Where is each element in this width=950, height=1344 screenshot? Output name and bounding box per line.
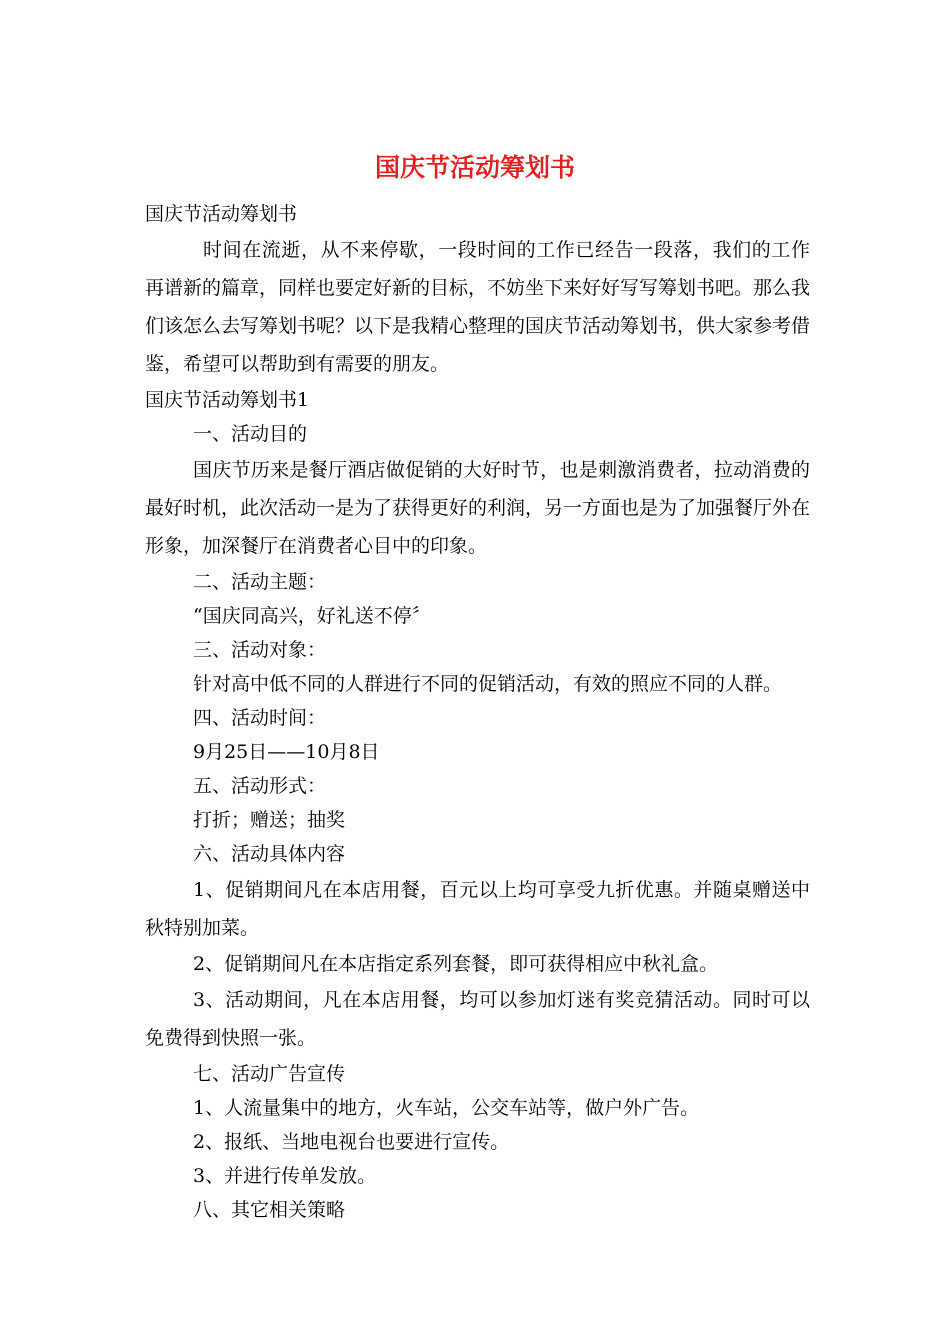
section-title: 国庆节活动筹划书1 <box>145 389 310 411</box>
other-heading: 八、其它相关策略 <box>193 1199 346 1221</box>
intro-paragraph: 时间在流逝，从不来停歇，一段时间的工作已经告一段落，我们的工作再谱新的篇章，同样也要定好新的目标，不妨坐下来好好写写筹划书吧。那么我们该怎么去写筹划书呢？以下是我精心整理的国庆节活动筹划书，供大家参考借鉴，希望可以帮助到有需要的朋友。 <box>145 239 811 375</box>
ad-item: 3、并进行传单发放。 <box>193 1165 377 1187</box>
subtitle: 国庆节活动筹划书 <box>145 203 298 225</box>
ad-heading: 七、活动广告宣传 <box>193 1063 346 1085</box>
ad-item: 1、人流量集中的地方，火车站，公交车站等，做户外广告。 <box>193 1097 700 1119</box>
time-heading: 四、活动时间： <box>193 707 327 729</box>
content-item: 3、活动期间，凡在本店用餐，均可以参加灯迷有奖竞猜活动。同时可以免费得到快照一张。 <box>145 989 810 1049</box>
document-body <box>145 197 810 1227</box>
theme-heading: 二、活动主题： <box>193 571 327 593</box>
ad-item: 2、报纸、当地电视台也要进行宣传。 <box>193 1131 510 1153</box>
content-item: 2、促销期间凡在本店指定系列套餐，即可获得相应中秋礼盒。 <box>193 953 719 975</box>
content-item: 1、促销期间凡在本店用餐，百元以上均可享受九折优惠。并随桌赠送中秋特别加菜。 <box>145 879 810 939</box>
form-text: 打折；赠送；抽奖 <box>193 809 346 831</box>
target-text: 针对高中低不同的人群进行不同的促销活动，有效的照应不同的人群。 <box>193 673 783 695</box>
content-heading: 六、活动具体内容 <box>193 843 346 865</box>
document-title: 国庆节活动筹划书 <box>374 153 575 182</box>
theme-text: “国庆同高兴，好礼送不停〞 <box>193 605 431 627</box>
purpose-paragraph: 国庆节历来是餐厅酒店做促销的大好时节，也是刺激消费者，拉动消费的最好时机，此次活动一是为了获得更好的利润，另一方面也是为了加强餐厅外在形象，加深餐厅在消费者心目中的印象。 <box>145 459 811 557</box>
purpose-heading: 一、活动目的 <box>193 423 308 445</box>
time-text: 9月25日——10月8日 <box>193 741 380 763</box>
form-heading: 五、活动形式： <box>193 775 327 797</box>
target-heading: 三、活动对象： <box>193 639 327 661</box>
